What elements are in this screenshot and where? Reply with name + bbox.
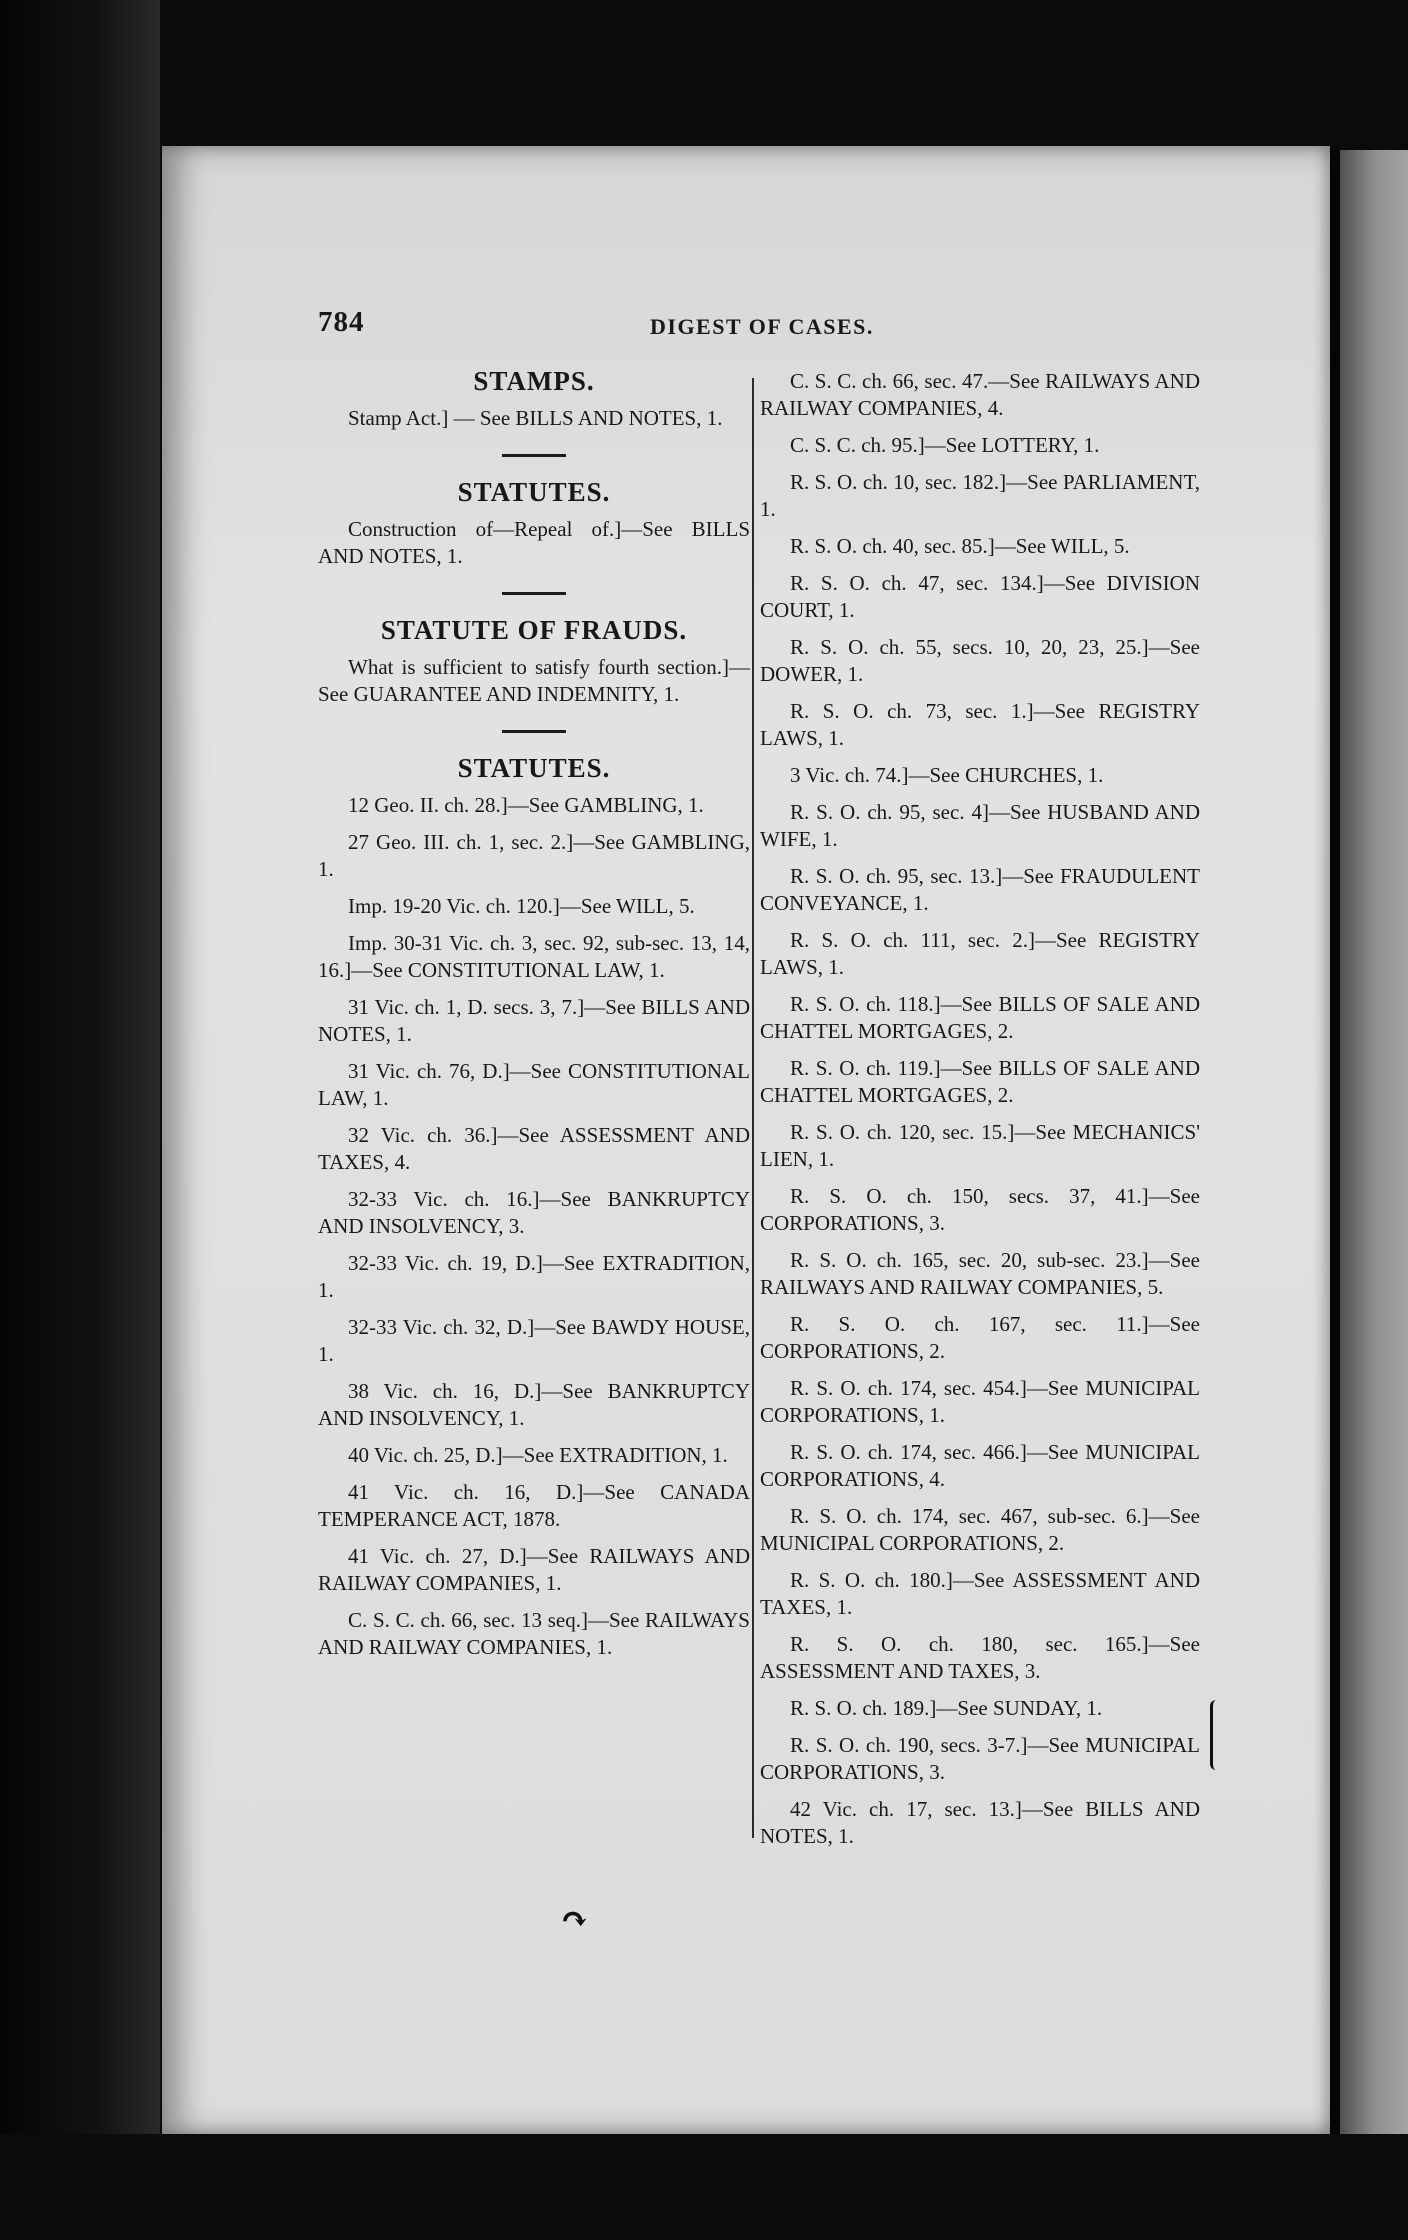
digest-entry: 12 Geo. II. ch. 28.]—See GAMBLING, 1. (348, 793, 704, 817)
running-head: DIGEST OF CASES. (650, 314, 874, 339)
digest-entry: R. S. O. ch. 150, secs. 37, 41.]—See CORPORATIONS, 3. (760, 1184, 1200, 1235)
digest-entry: R. S. O. ch. 189.]—See SUNDAY, 1. (790, 1696, 1103, 1720)
section-heading: STATUTES. (457, 753, 611, 783)
section-heading: STAMPS. (473, 366, 595, 396)
section-heading: STATUTE OF FRAUDS. (380, 615, 688, 645)
digest-entry: R. S. O. ch. 167, sec. 11.]—See CORPORATIONS, 2. (760, 1312, 1200, 1363)
digest-entry: R. S. O. ch. 174, sec. 467, sub-sec. 6.]—See MUNICIPAL CORPORATIONS, 2. (760, 1504, 1200, 1555)
digest-entry: Stamp Act.] — See BILLS AND NOTES, 1. (348, 406, 723, 430)
section-divider (502, 454, 566, 457)
digest-entry: R. S. O. ch. 174, sec. 454.]—See MUNICIPAL CORPORATIONS, 1. (760, 1376, 1200, 1427)
scan-left-margin (0, 0, 160, 2240)
digest-entry: R. S. O. ch. 165, sec. 20, sub-sec. 23.]—See RAILWAYS AND RAILWAY COMPANIES, 5. (760, 1248, 1200, 1299)
digest-entry: 38 Vic. ch. 16, D.]—See BANKRUPTCY AND INSOLVENCY, 1. (318, 1379, 750, 1430)
digest-entry: R. S. O. ch. 73, sec. 1.]—See REGISTRY LAWS, 1. (760, 699, 1200, 750)
digest-entry: 31 Vic. ch. 1, D. secs. 3, 7.]—See BILLS AND NOTES, 1. (318, 995, 750, 1046)
digest-entry: R. S. O. ch. 190, secs. 3-7.]—See MUNICIPAL CORPORATIONS, 3. (760, 1733, 1200, 1784)
section-heading: STATUTES. (457, 477, 611, 507)
digest-entry: R. S. O. ch. 180.]—See ASSESSMENT AND TAXES, 1. (760, 1568, 1200, 1619)
ink-smudge-icon: ↷ (560, 1902, 589, 1939)
digest-entry: What is sufficient to satisfy fourth section.]—See GUARANTEE AND INDEMNITY, 1. (318, 655, 750, 706)
digest-entry: 32-33 Vic. ch. 32, D.]—See BAWDY HOUSE, 1. (318, 1315, 750, 1366)
page-number: 784 (318, 306, 365, 338)
section-divider (502, 730, 566, 733)
pencil-mark-icon (1210, 1700, 1216, 1770)
digest-entry: Construction of—Repeal of.]—See BILLS AND NOTES, 1. (318, 517, 750, 568)
digest-entry: R. S. O. ch. 10, sec. 182.]—See PARLIAMENT, 1. (760, 470, 1200, 521)
digest-entry: R. S. O. ch. 180, sec. 165.]—See ASSESSMENT AND TAXES, 3. (760, 1632, 1200, 1683)
digest-entry: R. S. O. ch. 40, sec. 85.]—See WILL, 5. (790, 534, 1130, 558)
digest-entry: 42 Vic. ch. 17, sec. 13.]—See BILLS AND NOTES, 1. (760, 1797, 1200, 1848)
digest-entry: 32-33 Vic. ch. 19, D.]—See EXTRADITION, 1. (318, 1251, 750, 1302)
digest-entry: 41 Vic. ch. 16, D.]—See CANADA TEMPERANCE ACT, 1878. (318, 1480, 750, 1531)
scan-bottom-margin (0, 2134, 1408, 2240)
left-column (318, 368, 750, 1671)
digest-entry: C. S. C. ch. 95.]—See LOTTERY, 1. (790, 433, 1100, 457)
adjacent-page-edge (1340, 150, 1408, 2134)
digest-entry: 3 Vic. ch. 74.]—See CHURCHES, 1. (790, 763, 1104, 787)
digest-entry: 27 Geo. III. ch. 1, sec. 2.]—See GAMBLING, 1. (318, 830, 750, 881)
page-gutter (1330, 150, 1340, 2134)
digest-entry: R. S. O. ch. 111, sec. 2.]—See REGISTRY LAWS, 1. (760, 928, 1200, 979)
digest-entry: 40 Vic. ch. 25, D.]—See EXTRADITION, 1. (348, 1443, 728, 1467)
digest-entry: R. S. O. ch. 47, sec. 134.]—See DIVISION COURT, 1. (760, 571, 1200, 622)
column-divider (752, 378, 754, 1838)
digest-entry: R. S. O. ch. 119.]—See BILLS OF SALE AND CHATTEL MORTGAGES, 2. (760, 1056, 1200, 1107)
digest-entry: R. S. O. ch. 120, sec. 15.]—See MECHANICS' LIEN, 1. (760, 1120, 1200, 1171)
right-column (760, 368, 1200, 1860)
digest-entry: R. S. O. ch. 174, sec. 466.]—See MUNICIPAL CORPORATIONS, 4. (760, 1440, 1200, 1491)
digest-entry: R. S. O. ch. 55, secs. 10, 20, 23, 25.]—See DOWER, 1. (760, 635, 1200, 686)
digest-entry: 41 Vic. ch. 27, D.]—See RAILWAYS AND RAILWAY COMPANIES, 1. (318, 1544, 750, 1595)
digest-entry: C. S. C. ch. 66, sec. 13 seq.]—See RAILWAYS AND RAILWAY COMPANIES, 1. (318, 1608, 750, 1659)
digest-entry: R. S. O. ch. 118.]—See BILLS OF SALE AND CHATTEL MORTGAGES, 2. (760, 992, 1200, 1043)
digest-entry: C. S. C. ch. 66, sec. 47.—See RAILWAYS AND RAILWAY COMPANIES, 4. (760, 369, 1200, 420)
digest-entry: Imp. 30-31 Vic. ch. 3, sec. 92, sub-sec. 13, 14, 16.]—See CONSTITUTIONAL LAW, 1. (318, 931, 750, 982)
digest-entry: R. S. O. ch. 95, sec. 13.]—See FRAUDULENT CONVEYANCE, 1. (760, 864, 1200, 915)
digest-entry: 32 Vic. ch. 36.]—See ASSESSMENT AND TAXES, 4. (318, 1123, 750, 1174)
digest-entry: 31 Vic. ch. 76, D.]—See CONSTITUTIONAL LAW, 1. (318, 1059, 750, 1110)
section-divider (502, 592, 566, 595)
digest-entry: R. S. O. ch. 95, sec. 4]—See HUSBAND AND WIFE, 1. (760, 800, 1200, 851)
digest-entry: 32-33 Vic. ch. 16.]—See BANKRUPTCY AND INSOLVENCY, 3. (318, 1187, 750, 1238)
digest-entry: Imp. 19-20 Vic. ch. 120.]—See WILL, 5. (348, 894, 695, 918)
